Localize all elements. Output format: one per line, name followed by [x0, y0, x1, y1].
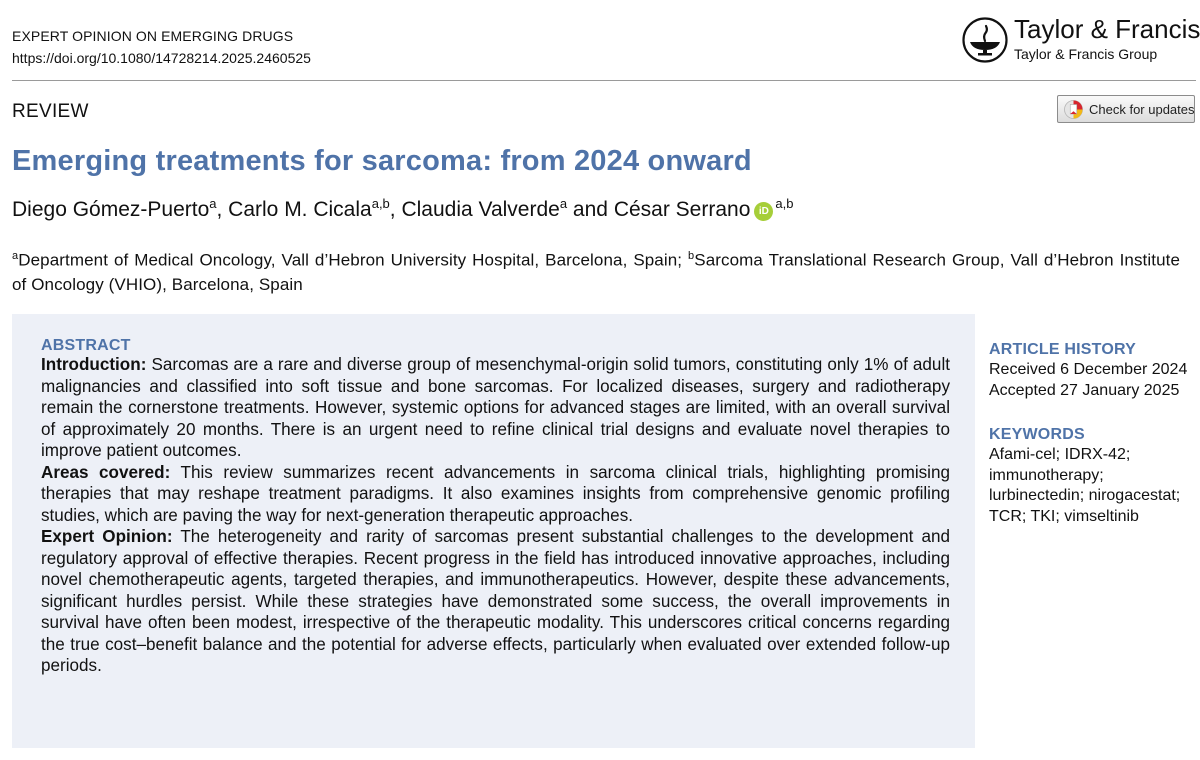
received-date: Received 6 December 2024 [989, 361, 1188, 378]
accepted-date: Accepted 27 January 2025 [989, 381, 1180, 399]
header-divider [12, 80, 1196, 81]
abstract-expert-opinion [41, 526, 950, 677]
abstract-section-text: Sarcomas are a rare and diverse group of mesenchymal-origin solid tumors, constituting only 1% of adult malignancies and classified into soft tissue and bone sarcomas. For localized diseases, surgery and radiotherapy remain the cornerstone treatments. However, systemic options for advanced stages are limited, with an overall survival of approximately 20 months. There is an urgent need to refine clinical trial designs and evaluate novel therapies to improve patient outcomes. [41, 355, 950, 460]
check-for-updates-label: Check for updates [1089, 102, 1195, 117]
affiliation-mark: a [12, 250, 19, 262]
author-name[interactable]: Claudia Valverde [401, 198, 560, 221]
article-title: Emerging treatments for sarcoma: from 2024 onward [12, 145, 752, 177]
keywords-line: lurbinectedin; nirogacestat; [989, 487, 1181, 504]
keywords-line: immunotherapy; [989, 466, 1104, 484]
article-type: REVIEW [12, 101, 89, 122]
keywords-heading: KEYWORDS [989, 426, 1085, 443]
author-name[interactable]: Carlo M. Cicala [228, 198, 372, 221]
publisher-name: Taylor & Francis [1014, 14, 1200, 44]
abstract-box [12, 314, 975, 748]
article-history-heading: ARTICLE HISTORY [989, 341, 1137, 358]
author-affiliation-mark: a,b [371, 196, 390, 211]
article-history [989, 341, 1194, 401]
author-name[interactable]: Diego Gómez-Puerto [12, 198, 210, 221]
affiliation-text: Department of Medical Oncology, Vall d’Hebron University Hospital, Barcelona, Spain; [18, 250, 683, 270]
doi-link[interactable]: https://doi.org/10.1080/14728214.2025.2460525 [12, 50, 311, 66]
abstract-section-text: The heterogeneity and rarity of sarcomas present substantial challenges to the development and regulatory approval of effective therapies. Recent progress in the field has introduced innovative approaches, including novel chemotherapeutic agents, targeted therapies, and immunotherapeutics. However, despite these advancements, significant hurdles persist. While these strategies have demonstrated some success, the overall improvements in survival have often been modest, irrespective of the therapeutic modality. This underscores critical concerns regarding the true cost–benefit balance and the potential for adverse effects, particularly when evaluated over extended follow-up periods. [41, 527, 950, 675]
affiliation-text: Sarcoma Translational Research Group, Vall d’Hebron Institute of Oncology (VHIO), Barcelona, Spain [12, 250, 1181, 294]
publisher-logo[interactable] [962, 14, 1200, 68]
orcid-icon[interactable]: iD [754, 202, 773, 221]
check-updates-icon [1064, 100, 1083, 119]
author-affiliation-mark: a [209, 196, 217, 211]
journal-name: EXPERT OPINION ON EMERGING DRUGS [12, 28, 294, 44]
abstract-areas-covered [41, 462, 950, 527]
author-name[interactable]: César Serrano [613, 198, 751, 221]
publisher-logo-icon [962, 17, 1008, 63]
author-list: Diego Gómez-Puerto$^a$, Carlo M. Cicala$^{a,b}$, Claudia Valverde$^a$ and César Serrano iD$^{a,b}$ [12, 196, 794, 221]
keywords [989, 426, 1194, 527]
abstract-section-label: Expert Opinion: [41, 527, 173, 546]
keywords-line: TCR; TKI; vimseltinib [989, 507, 1139, 525]
abstract-section-label: Introduction: [41, 355, 147, 374]
abstract-introduction [41, 354, 950, 462]
article-sidebar [989, 341, 1194, 527]
check-for-updates-button[interactable] [1057, 95, 1195, 123]
affiliation-mark: b [688, 250, 695, 262]
keywords-line: Afami-cel; IDRX-42; [989, 446, 1131, 463]
publisher-group: Taylor & Francis Group [1014, 46, 1158, 62]
abstract-section-label: Areas covered: [41, 462, 171, 482]
abstract-section-text: This review summarizes recent advancements in sarcoma clinical trials, highlighting promising therapies that may reshape treatment paradigms. It also examines insights from comprehensive genomic profiling studies, which are paving the way for next-generation therapeutic approaches. [41, 462, 950, 525]
abstract-heading: ABSTRACT [41, 337, 131, 354]
author-conjunction: and [572, 198, 608, 221]
author-affiliation-mark: a,b [775, 196, 794, 211]
affiliations [12, 244, 1180, 297]
author-affiliation-mark: a [559, 196, 568, 211]
